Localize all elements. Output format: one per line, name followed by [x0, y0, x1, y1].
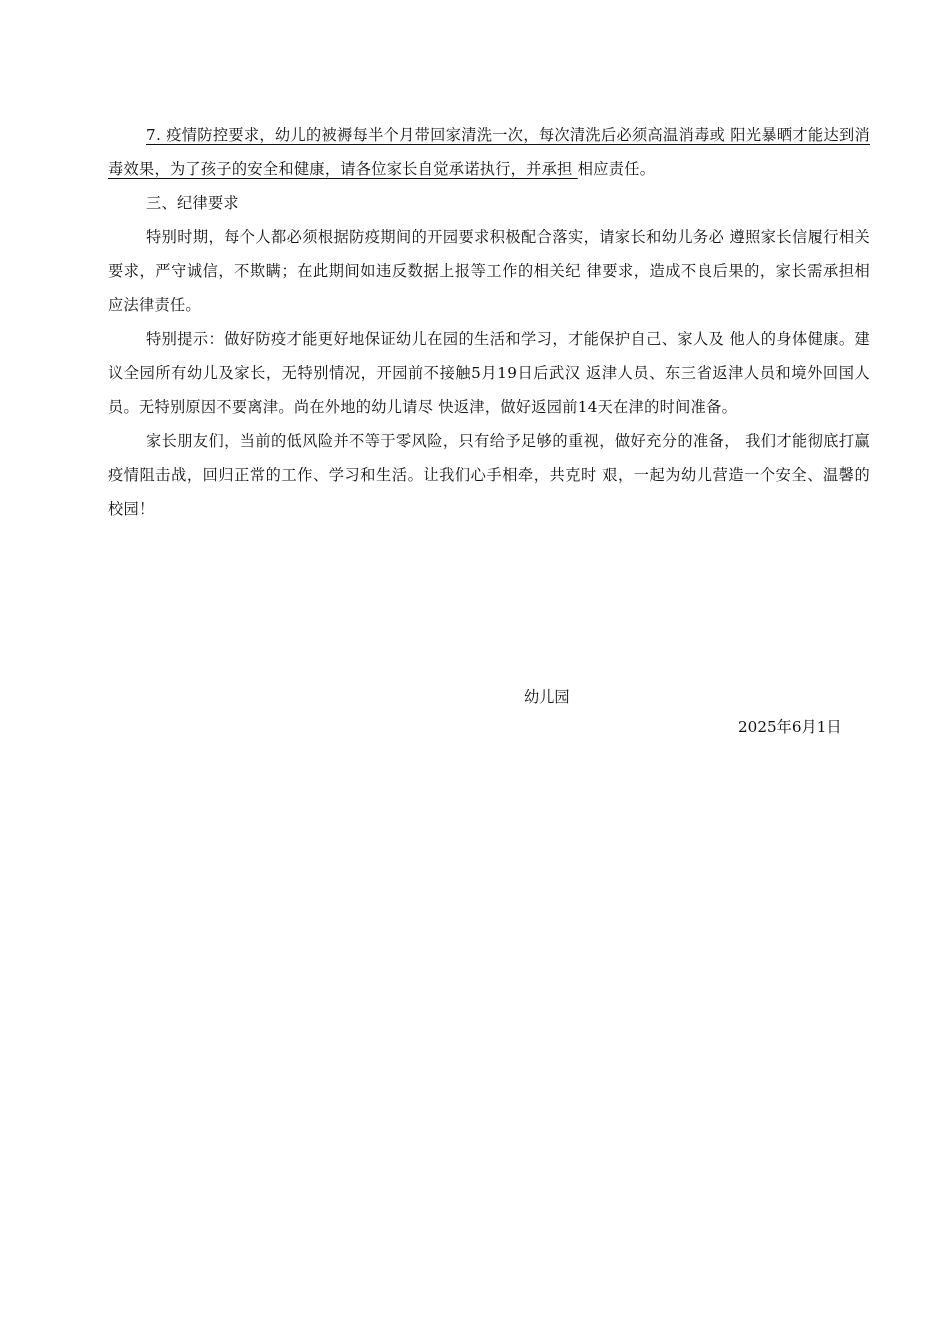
paragraph-closing: 家长朋友们，当前的低风险并不等于零风险，只有给予足够的重视，做好充分的准备， 我们才能彻底打赢疫情阻击战，回归正常的工作、学习和生活。让我们心手相牵，共克时 艰，一起为幼儿营造一个安全、温馨的校园！	[108, 432, 870, 518]
section-heading-discipline: 三、纪律要求	[146, 194, 239, 212]
underlined-text: 7. 疫情防控要求，幼儿的被褥每半个月带回家清洗一次，每次清洗后必须高温消毒或 阳光暴晒才能达到消毒效果，为了孩子的安全和健康，请各位家长自觉承诺执行，并承担	[108, 126, 870, 178]
paragraph-tail-text: 相应责任。	[577, 160, 656, 178]
document-body	[108, 118, 870, 526]
signature-date: 2025年6月1日	[738, 718, 842, 736]
paragraph-epidemic-requirement	[108, 118, 870, 186]
signature-organization: 幼儿园	[524, 688, 570, 706]
paragraph-special-notice: 特别提示：做好防疫才能更好地保证幼儿在园的生活和学习，才能保护自己、家人及 他人的身体健康。建议全园所有幼儿及家长，无特别情况，开园前不接触5月19日后武汉 返津人员、东三省返津人员和境外回国人员。无特别原因不要离津。尚在外地的幼儿请尽 快返津，做好返园前14天在津的时间准备。	[108, 330, 870, 416]
paragraph-discipline: 特别时期，每个人都必须根据防疫期间的开园要求积极配合落实，请家长和幼儿务必 遵照家长信履行相关要求，严守诚信，不欺瞒；在此期间如违反数据上报等工作的相关纪 律要求，造成不良后果的，家长需承担相应法律责任。	[108, 228, 870, 314]
